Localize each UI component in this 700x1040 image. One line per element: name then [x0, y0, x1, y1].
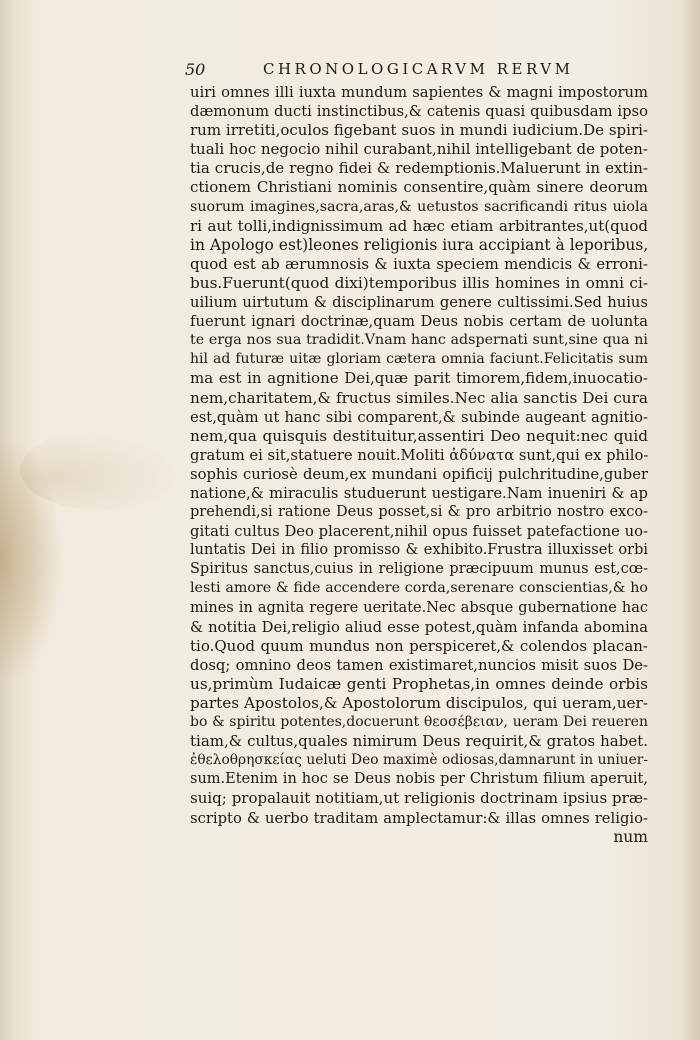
text-line: te erga nos sua tradidit.Vnam hanc adspernati sunt,sine qua ni — [190, 332, 648, 349]
text-line: scripto & uerbo traditam amplectamur:& illas omnes religio- — [190, 809, 648, 827]
text-line: natione,& miraculis studuerunt uestigare.Nam inueniri & ap — [190, 484, 648, 502]
text-line: nem,charitatem,& fructus similes.Nec alia sanctis Dei cura — [190, 388, 648, 407]
text-line: tio.Quod quum mundus non perspiceret,& colendos placan- — [190, 636, 648, 655]
text-line: us,primùm Iudaicæ genti Prophetas,in omnes deinde orbis — [190, 674, 648, 693]
text-line: rum irretiti,oculos figebant suos in mundi iudicium.De spiri- — [190, 121, 648, 140]
catchword: num — [613, 827, 648, 846]
text-line: dosq; omnino deos tamen existimaret,nuncios misit suos De- — [190, 656, 648, 674]
text-line: lesti amore & fide accendere corda,serenare conscientias,& ho — [190, 580, 648, 597]
text-line: luntatis Dei in filio promisso & exhibito.Frustra illuxisset orbi — [190, 542, 648, 559]
text-line: tia crucis,de regno fidei & redemptionis.Maluerunt in extin- — [190, 159, 648, 178]
text-line: quod est ab ærumnosis & iuxta speciem mendicis & erroni- — [190, 254, 648, 273]
text-line: sophis curiosè deum,ex mundani opificij pulchritudine,guber — [190, 465, 648, 483]
text-line: ma est in agnitione Dei,quæ parit timorem,fidem,inuocatio- — [190, 369, 648, 388]
text-line: dæmonum ducti instinctibus,& catenis quasi quibusdam ipso — [190, 103, 648, 121]
text-line: tiam,& cultus,quales nimirum Deus requirit,& gratos habet. — [190, 732, 648, 751]
text-line: mines in agnita regere ueritate.Nec absque gubernatione hac — [190, 599, 648, 616]
text-line: prehendi,si ratione Deus posset,si & pro arbitrio nostro exco- — [190, 504, 648, 521]
running-head: CHRONOLOGICARVM RERVM — [263, 60, 574, 78]
text-line: ctionem Christiani nominis consentire,quàm sinere deorum — [190, 178, 648, 197]
text-line: in Apologo est)leones religionis iura accipiant à leporibus, — [190, 235, 648, 254]
text-line: Spiritus sanctus,cuius in religione præcipuum munus est,cœ- — [190, 561, 648, 578]
text-line: fuerunt ignari doctrinæ,quam Deus nobis certam de uolunta — [190, 313, 648, 331]
body-text — [190, 83, 648, 847]
text-line: ri aut tolli,indignissimum ad hæc etiam arbitrantes,ut(quod — [190, 216, 648, 235]
text-line: est,quàm ut hanc sibi comparent,& subinde augeant agnitio- — [190, 408, 648, 426]
page-header — [185, 58, 605, 82]
text-line: sum.Etenim in hoc se Deus nobis per Christum filium aperuit, — [190, 771, 648, 788]
text-line: bo & spiritu potentes,docuerunt θεοσέβειαν, ueram Dei reueren — [190, 714, 648, 731]
water-stain-edge — [20, 430, 180, 510]
text-line: partes Apostolos,& Apostolorum discipulos, qui ueram,uer- — [190, 694, 648, 712]
text-line: gratum ei sit,statuere nouit.Moliti ἀδύνατα sunt,qui ex philo- — [190, 446, 648, 464]
text-line: bus.Fuerunt(quod dixi)temporibus illis homines in omni ci- — [190, 273, 648, 292]
text-line: nem,qua quisquis destituitur,assentiri Deo nequit:nec quid — [190, 426, 648, 445]
text-line: tuali hoc negocio nihil curabant,nihil intelligebant de poten- — [190, 140, 648, 159]
text-line: suorum imagines,sacra,aras,& uetustos sacrificandi ritus uiola — [190, 198, 648, 215]
text-line: ἐθελοθρησκείας ueluti Deo maximè odiosas,damnarunt in uniuer- — [190, 752, 648, 769]
text-line: uilium uirtutum & disciplinarum genere cultissimi.Sed huius — [190, 294, 648, 312]
page-number: 50 — [185, 60, 206, 79]
text-line: gitati cultus Deo placerent,nihil opus fuisset patefactione uo- — [190, 523, 648, 541]
text-line: & notitia Dei,religio aliud esse potest,quàm infanda abomina — [190, 618, 648, 636]
text-line: hil ad futuræ uitæ gloriam cætera omnia faciunt.Felicitatis sum — [190, 351, 648, 368]
text-line: uiri omnes illi iuxta mundum sapientes & magni impostorum — [190, 84, 648, 101]
text-line: suiq; propalauit notitiam,ut religionis doctrinam ipsius præ- — [190, 789, 648, 808]
